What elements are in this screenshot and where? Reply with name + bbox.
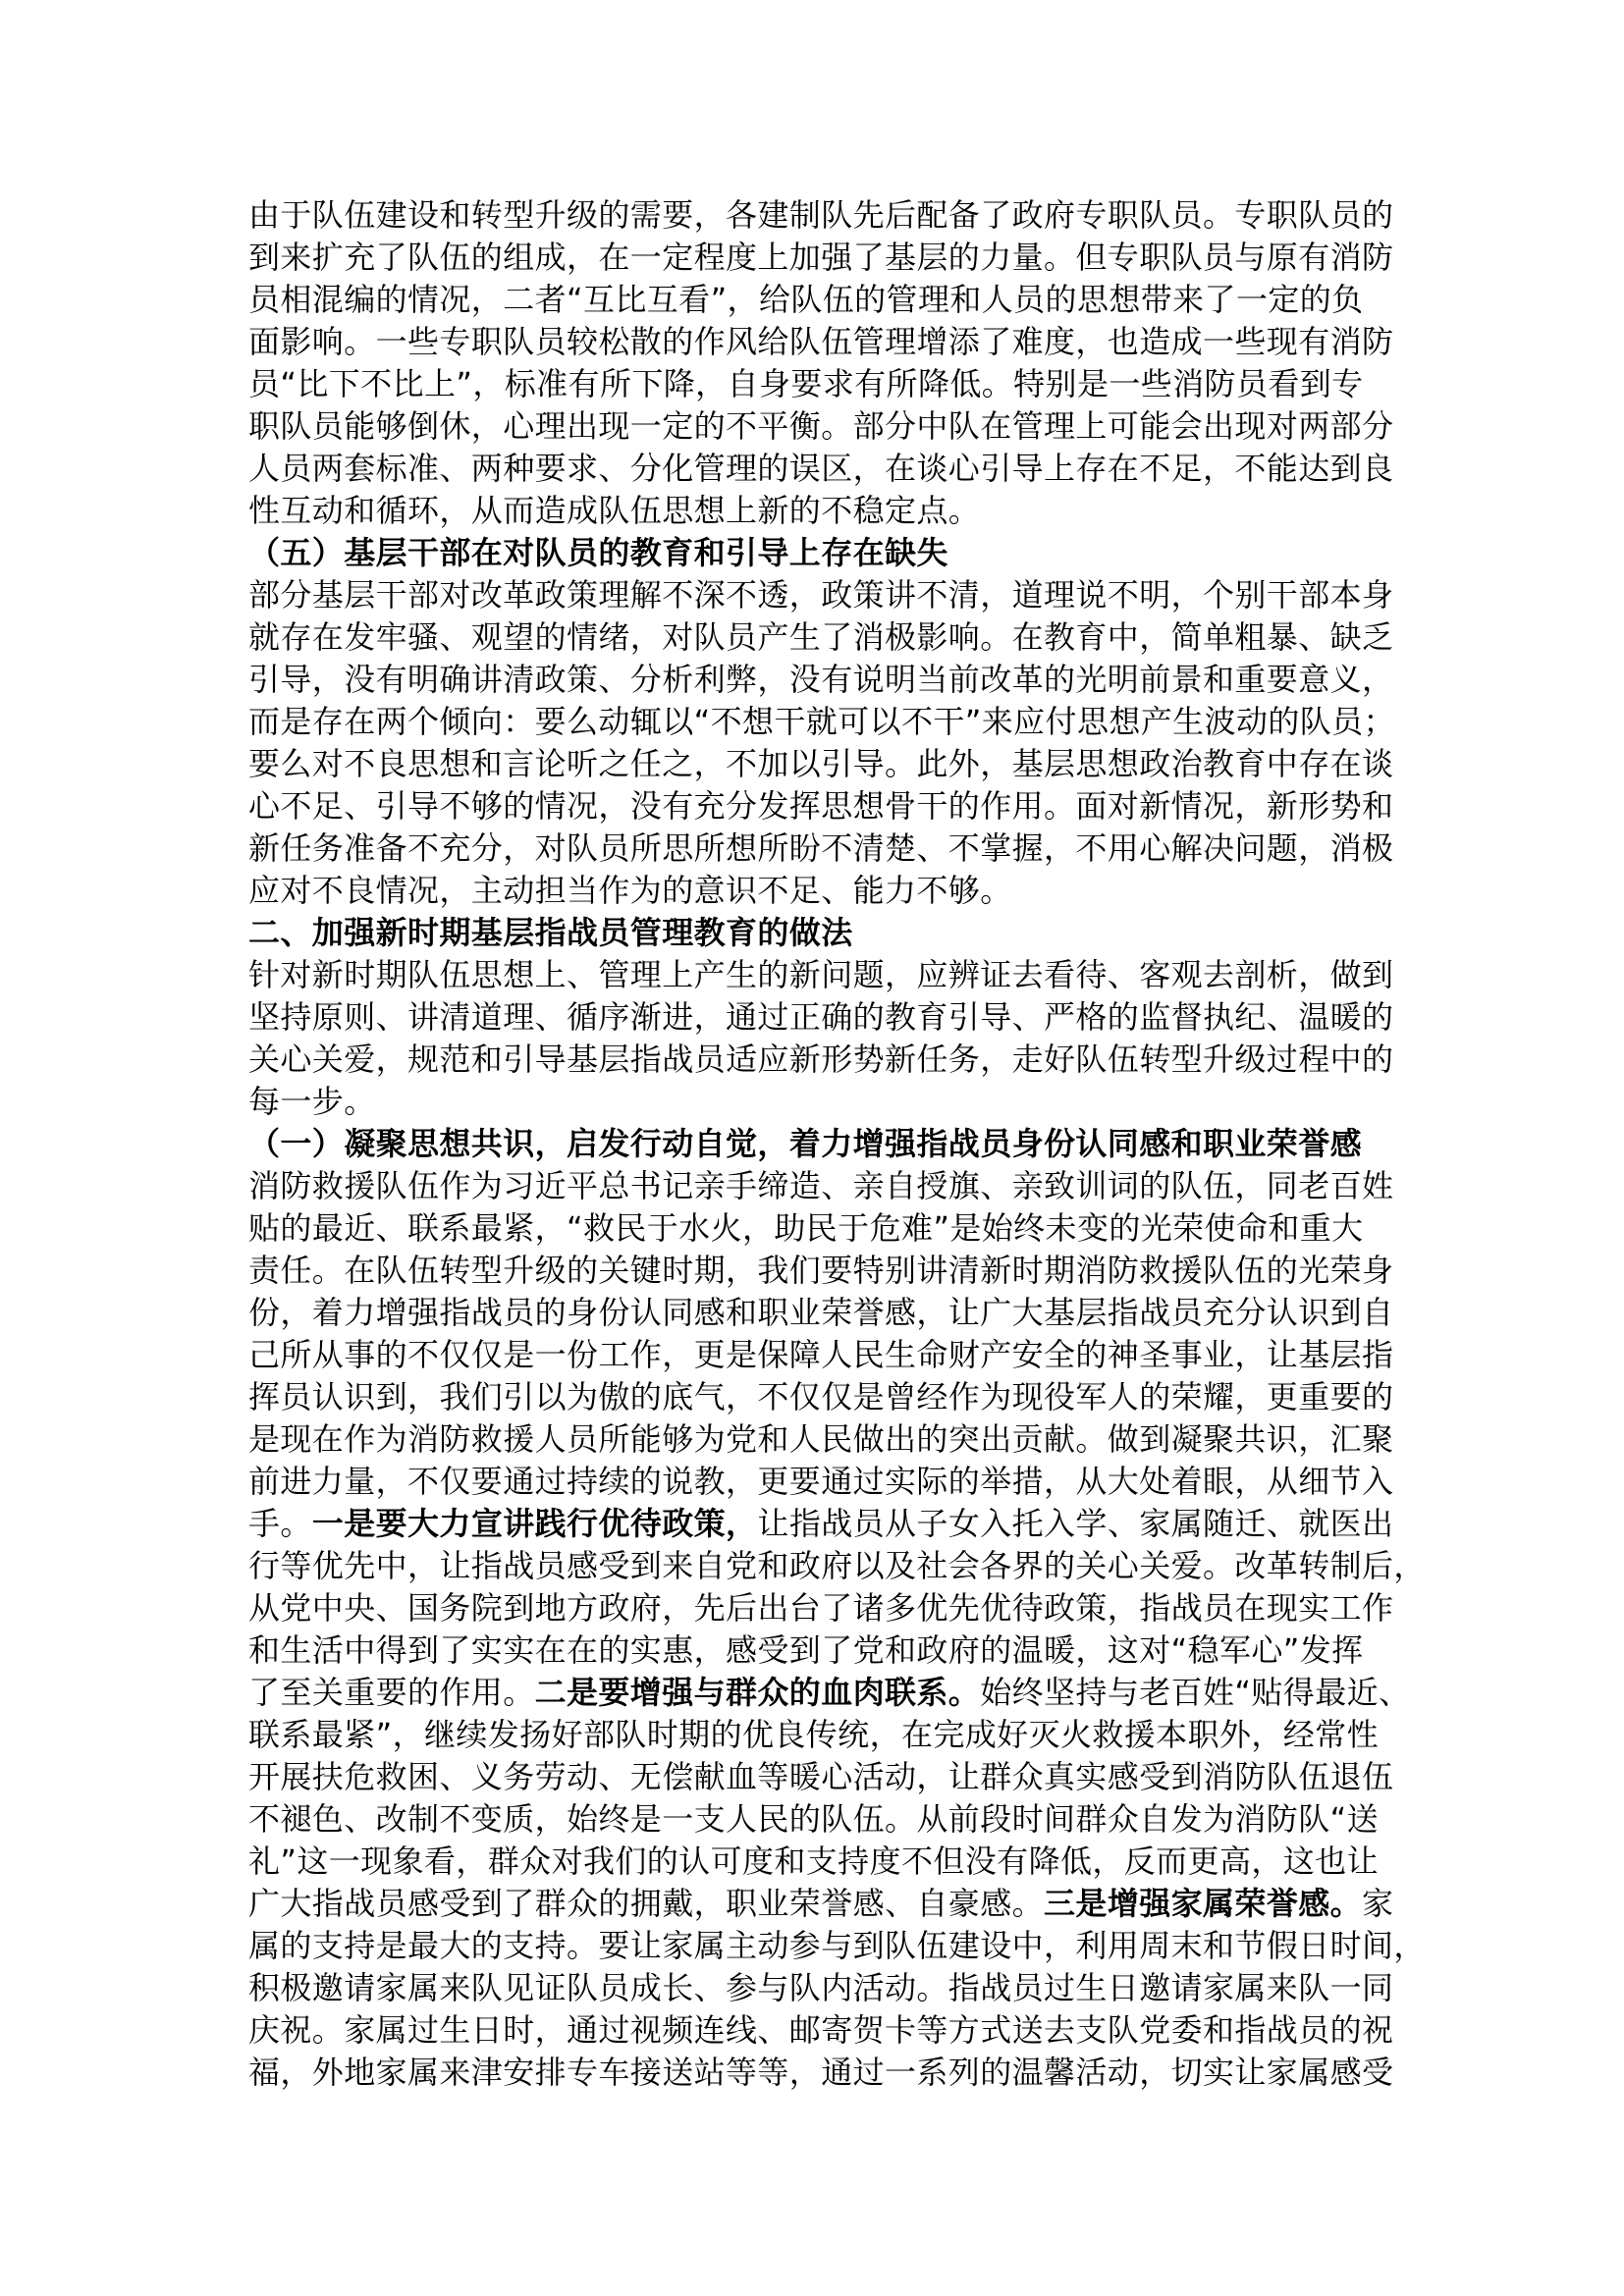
- text-line: 开展扶危救困、义务劳动、无偿献血等暖心活动，让群众真实感受到消防队伍退伍: [248, 1758, 1394, 1795]
- text-line: 份，着力增强指战员的身份认同感和职业荣誉感，让广大基层指战员充分认识到自: [248, 1294, 1394, 1331]
- text-line: 和生活中得到了实实在在的实惠，感受到了党和政府的温暖，这对“稳军心”发挥: [248, 1631, 1364, 1669]
- text-line: 引导，没有明确讲清政策、分析利弊，没有说明当前改革的光明前景和重要意义，: [248, 661, 1394, 698]
- text-line: [248, 1672, 1411, 1714]
- text-run: 家: [1362, 1885, 1394, 1922]
- emphasis-point-three: 三是增强家属荣誉感。: [1044, 1885, 1363, 1922]
- text-line: 新任务准备不充分，对队员所思所想所盼不清楚、不掌握，不用心解决问题，消极: [248, 829, 1394, 867]
- text-line: 职队员能够倒休，心理出现一定的不平衡。部分中队在管理上可能会出现对两部分: [248, 407, 1394, 445]
- text-run: 始终坚持与老百姓“贴得最近、: [980, 1674, 1411, 1711]
- paragraph-dual-staffing: [248, 194, 1397, 532]
- text-line: 庆祝。家属过生日时，通过视频连线、邮寄贺卡等方式送去支队党委和指战员的祝: [248, 2011, 1394, 2049]
- text-line: 贴的最近、联系最紧，“救民于水火，助民于危难”是始终未变的光荣使命和重大: [248, 1209, 1364, 1247]
- text-line: 而是存在两个倾向：要么动辄以“不想干就可以不干”来应付思想产生波动的队员；: [248, 703, 1395, 740]
- text-line: 针对新时期队伍思想上、管理上产生的新问题，应辨证去看待、客观去剖析，做到: [248, 956, 1394, 993]
- text-line: 责任。在队伍转型升级的关键时期，我们要特别讲清新时期消防救援队伍的光荣身: [248, 1252, 1394, 1289]
- text-line: 人员两套标准、两种要求、分化管理的误区，在谈心引导上存在不足，不能达到良: [248, 450, 1394, 487]
- text-line: 福，外地家属来津安排专车接送站等等，通过一系列的温馨活动，切实让家属感受: [248, 2054, 1394, 2091]
- text-line: 面影响。一些专职队员较松散的作风给队伍管理增添了难度，也造成一些现有消防: [248, 323, 1394, 360]
- text-line: 是现在作为消防救援人员所能够为党和人民做出的突出贡献。做到凝聚共识，汇聚: [248, 1420, 1394, 1458]
- subsection-heading-1: （一）凝聚思想共识，启发行动自觉，着力增强指战员身份认同感和职业荣誉感: [248, 1125, 1363, 1162]
- paragraph-cadre-education: [248, 574, 1397, 912]
- text-line: 员相混编的情况，二者“互比互看”，给队伍的管理和人员的思想带来了一定的负: [248, 281, 1364, 318]
- text-line: 挥员认识到，我们引以为傲的底气，不仅仅是曾经作为现役军人的荣耀，更重要的: [248, 1378, 1394, 1415]
- document-page: [248, 194, 1426, 2094]
- text-line: 员“比下不比上”，标准有所下降，自身要求有所降低。特别是一些消防员看到专: [248, 365, 1364, 402]
- text-line: 心不足、引导不够的情况，没有充分发挥思想骨干的作用。面对新情况，新形势和: [248, 787, 1394, 825]
- text-run: 了至关重要的作用。: [248, 1674, 535, 1711]
- text-line: 行等优先中，让指战员感受到来自党和政府以及社会各界的关心关爱。改革转制后，: [248, 1547, 1426, 1584]
- text-line: 不褪色、改制不变质，始终是一支人民的队伍。从前段时间群众自发为消防队“送: [248, 1800, 1379, 1838]
- text-line: 礼”这一现象看，群众对我们的认可度和支持度不但没有降低，反而更高，这也让: [248, 1842, 1379, 1880]
- text-line: 联系最紧”，继续发扬好部队时期的优良传统，在完成好灭火救援本职外，经常性: [248, 1716, 1379, 1753]
- paragraph-identity-honor: [248, 1165, 1426, 2094]
- text-line: [248, 1883, 1397, 1925]
- text-run: 让指战员从子女入托入学、家属随迁、就医出: [757, 1505, 1394, 1542]
- text-line: 己所从事的不仅仅是一份工作，更是保障人民生命财产安全的神圣事业，让基层指: [248, 1336, 1394, 1373]
- emphasis-point-one: 一是要大力宣讲践行优待政策，: [311, 1505, 758, 1542]
- text-line: 坚持原则、讲清道理、循序渐进，通过正确的教育引导、严格的监督执纪、温暖的: [248, 998, 1394, 1036]
- text-line: 就存在发牢骚、观望的情绪，对队员产生了消极影响。在教育中，简单粗暴、缺乏: [248, 618, 1394, 656]
- section-heading-5: （五）基层干部在对队员的教育和引导上存在缺失: [248, 534, 948, 571]
- text-line: 应对不良情况，主动担当作为的意识不足、能力不够。: [248, 872, 1012, 909]
- section-heading-2: 二、加强新时期基层指战员管理教育的做法: [248, 914, 853, 951]
- paragraph-approach-intro: [248, 954, 1397, 1123]
- text-line: 前进力量，不仅要通过持续的说教，更要通过实际的举措，从大处着眼，从细节入: [248, 1463, 1394, 1500]
- text-line: 由于队伍建设和转型升级的需要，各建制队先后配备了政府专职队员。专职队员的: [248, 196, 1394, 234]
- text-line: 要么对不良思想和言论听之任之，不加以引导。此外，基层思想政治教育中存在谈: [248, 745, 1394, 782]
- text-line: 性互动和循环，从而造成队伍思想上新的不稳定点。: [248, 492, 981, 529]
- text-line: [248, 1503, 1397, 1545]
- text-line: 积极邀请家属来队见证队员成长、参与队内活动。指战员过生日邀请家属来队一同: [248, 1969, 1394, 2006]
- text-line: 消防救援队伍作为习近平总书记亲手缔造、亲自授旗、亲致训词的队伍，同老百姓: [248, 1167, 1394, 1204]
- emphasis-point-two: 二是要增强与群众的血肉联系。: [534, 1674, 981, 1711]
- text-run: 广大指战员感受到了群众的拥戴，职业荣誉感、自豪感。: [248, 1885, 1045, 1922]
- text-line: 从党中央、国务院到地方政府，先后出台了诸多优先优待政策，指战员在现实工作: [248, 1589, 1394, 1627]
- text-run: 手。: [248, 1505, 312, 1542]
- text-line: 关心关爱，规范和引导基层指战员适应新形势新任务，走好队伍转型升级过程中的: [248, 1041, 1394, 1078]
- text-line: 到来扩充了队伍的组成，在一定程度上加强了基层的力量。但专职队员与原有消防: [248, 239, 1394, 276]
- text-line: 属的支持是最大的支持。要让家属主动参与到队伍建设中，利用周末和节假日时间，: [248, 1927, 1426, 1964]
- text-line: 每一步。: [248, 1083, 376, 1120]
- text-line: 部分基层干部对改革政策理解不深不透，政策讲不清，道理说不明，个别干部本身: [248, 576, 1394, 614]
